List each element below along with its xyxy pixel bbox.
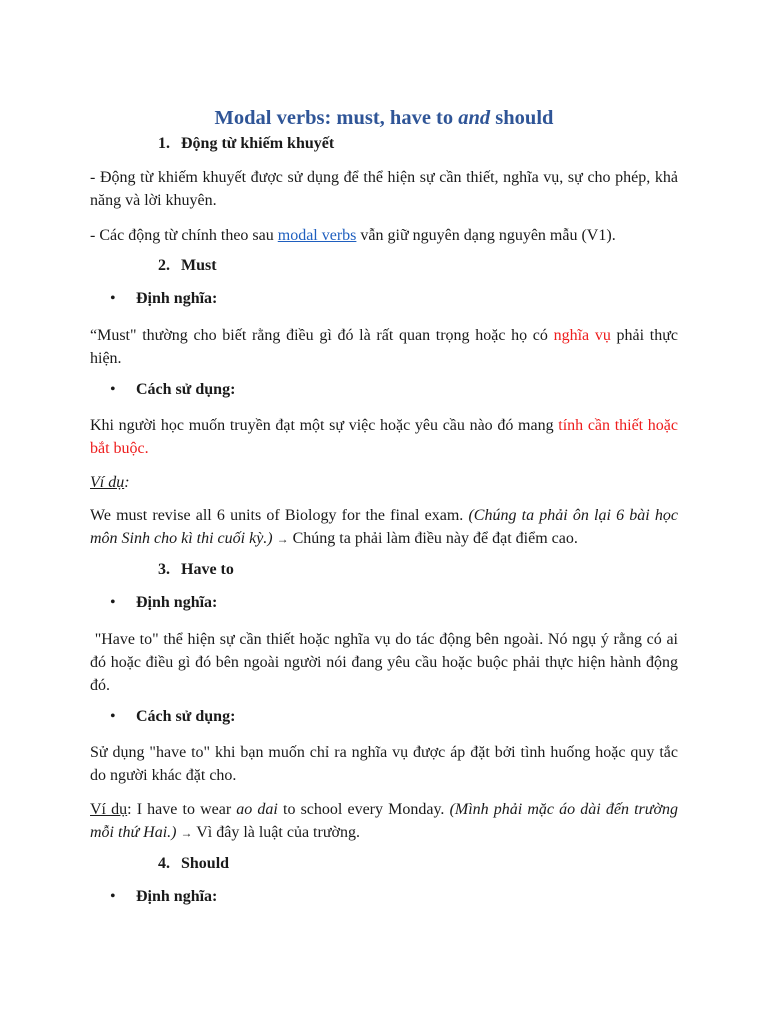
have-to-definition-bullet: [110, 594, 217, 612]
bullet-label: Định nghĩa:: [136, 594, 218, 611]
section-number: 3.: [158, 561, 170, 578]
intro-paragraph-1: - Động từ khiếm khuyết được sử dụng để thể hiện sự cần thiết, nghĩa vụ, sự cho phép, khả năng và lời khuyên.: [90, 169, 678, 209]
section-label: Should: [181, 855, 230, 872]
have-to-usage-text: Sử dụng "have to" khi bạn muốn chỉ ra nghĩa vụ được áp đặt bởi tình huống hoặc quy tắc do người khác đặt cho.: [90, 744, 678, 784]
must-example-english: We must revise all 6 units of Biology for the final exam.: [90, 507, 469, 524]
must-def-highlight: nghĩa vụ: [553, 327, 611, 344]
must-example-explanation: Chúng ta phải làm điều này để đạt điểm cao.: [288, 530, 578, 547]
section-heading-2: [158, 257, 217, 275]
bullet-dot: •: [110, 888, 116, 905]
section-label: Động từ khiếm khuyết: [181, 135, 335, 152]
have-to-definition-text: "Have to" thể hiện sự cần thiết hoặc nghĩa vụ do tác động bên ngoài. Nó ngụ ý rằng có ai đó hoặc điều gì đó bên ngoài người nói đang yêu cầu hoặc buộc phải thực hiện hành động đó.: [90, 631, 683, 694]
bullet-dot: •: [110, 708, 116, 725]
must-example-label: [90, 471, 678, 494]
have-to-example-italic-word: ao dai: [236, 801, 278, 818]
title-part-1: Modal verbs: must, have to: [214, 107, 459, 129]
have-to-usage-bullet: [110, 708, 235, 726]
have-to-example-text: : I have to wear: [127, 801, 237, 818]
must-usage-text: [90, 414, 678, 460]
title-part-3: should: [490, 107, 554, 129]
should-definition-bullet: [110, 888, 217, 906]
bullet-label: Cách sử dụng:: [136, 381, 236, 398]
have-to-example-translation: (Mình phải mặc áo dài đến trường mỗi thứ Hai.): [90, 801, 679, 841]
arrow-icon: →: [180, 826, 193, 840]
have-to-example-mid: to school every Monday.: [277, 801, 450, 818]
intro-p2-text: - Các động từ chính theo sau: [90, 227, 278, 244]
have-to-example-explanation: Vì đây là luật của trường.: [192, 824, 360, 841]
example-label: Ví dụ: [90, 474, 125, 491]
arrow-icon: →: [276, 532, 289, 546]
intro-paragraph-2: [90, 224, 678, 247]
section-number: 1.: [158, 135, 170, 152]
bullet-label: Định nghĩa:: [136, 888, 218, 905]
section-heading-4: [158, 855, 229, 873]
bullet-label: Định nghĩa:: [136, 290, 218, 307]
must-def-text-after: phải thực hiện.: [90, 327, 679, 367]
bullet-dot: •: [110, 594, 116, 611]
must-example-text: [90, 504, 678, 551]
must-example-translation: (Chúng ta phải ôn lại 6 bài học môn Sinh cho kì thi cuối kỳ.): [90, 507, 678, 547]
section-label: Have to: [181, 561, 234, 578]
must-usage-highlight: tính cần thiết hoặc bắt buộc.: [90, 417, 679, 457]
section-number: 4.: [158, 855, 170, 872]
must-definition-bullet: [110, 290, 217, 308]
section-heading-3: [158, 561, 234, 579]
example-colon: :: [124, 474, 130, 491]
example-label: Ví dụ: [90, 801, 128, 818]
title-italic-and: and: [458, 107, 491, 129]
must-definition-text: [90, 324, 678, 370]
must-usage-bullet: [110, 381, 235, 399]
section-label: Must: [181, 257, 217, 274]
must-usage-plain: Khi người học muốn truyền đạt một sự việc hoặc yêu cầu nào đó mang: [90, 417, 559, 434]
section-number: 2.: [158, 257, 170, 274]
must-def-text: “Must" thường cho biết rằng điều gì đó là rất quan trọng hoặc họ có: [90, 327, 554, 344]
intro-p2-text-after: vẫn giữ nguyên dạng nguyên mẫu (V1).: [356, 227, 616, 244]
have-to-example: [90, 798, 678, 845]
section-heading-1: [158, 135, 334, 153]
bullet-dot: •: [110, 290, 116, 307]
bullet-label: Cách sử dụng:: [136, 708, 236, 725]
bullet-dot: •: [110, 381, 116, 398]
document-title: [0, 107, 768, 130]
modal-verbs-link[interactable]: modal verbs: [277, 227, 357, 244]
